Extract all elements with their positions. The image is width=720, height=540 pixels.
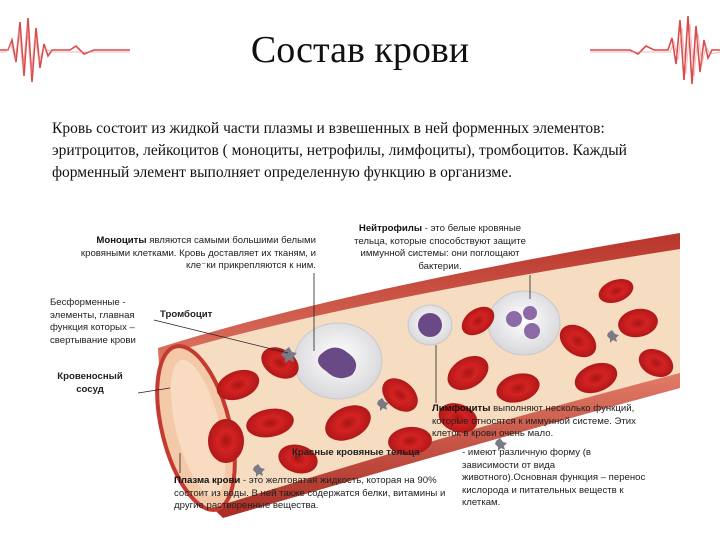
label-lymphocytes: [432, 403, 660, 441]
label-neutrophils: [342, 223, 538, 273]
label-neutrophils-term: Нейтрофилы: [358, 223, 423, 234]
label-red-cells-description: - имеют различную форму (в зависимости от вида животного).Основная функция – перенос кислорода и питательных веществ к клеткам.: [462, 447, 646, 508]
label-monocytes-text: являются самыми большими белыми кровяными клетками. Кровь доставляет их тканям, и кле⁻ки прикрепляются к ним.: [80, 235, 316, 271]
label-neutrophils-text: - это белые кровяные тельца, которые способствуют защите иммунной системы: они поглощают бактерии.: [354, 223, 526, 272]
label-blood-vessel: Кровеносный сосуд: [57, 371, 123, 395]
label-plasma: [174, 475, 460, 513]
label-plasma-term: Плазма крови: [174, 475, 241, 486]
label-lymphocytes-text: выполняют несколько функций, которые относятся к иммунной системе. Этих клеток в крови очень мало.: [432, 403, 636, 439]
slide-title: Состав крови: [250, 29, 470, 71]
label-shapeless-elements: Бесформенные - элементы, главная функция которых – свертывание крови: [50, 297, 136, 346]
intro-text: Кровь состоит из жидкой части плазмы и взвешенных в ней форменных элементов: эритроцитов, лейкоцитов ( моноциты, нетрофилы, лимфоциты), тромбоцитов. Каждый форменный элемент выполняет определенную функцию в организме.: [52, 120, 627, 181]
label-monocytes-term: Моноциты: [96, 235, 147, 246]
neutrophil-cell: [488, 291, 560, 355]
label-lymphocytes-term: Лимфоциты: [432, 403, 491, 414]
label-plasma-text: - это желтоватая жидкость, которая на 90% состоит из воды. В ней также содержатся белки, витамины и другие растворенные вещества.: [174, 475, 446, 511]
label-monocytes: [54, 235, 316, 273]
blood-vessel-figure: [48, 213, 680, 525]
label-red-cells: Красные кровяные тельца: [292, 447, 420, 458]
label-platelet: Тромбоцит: [160, 309, 213, 320]
